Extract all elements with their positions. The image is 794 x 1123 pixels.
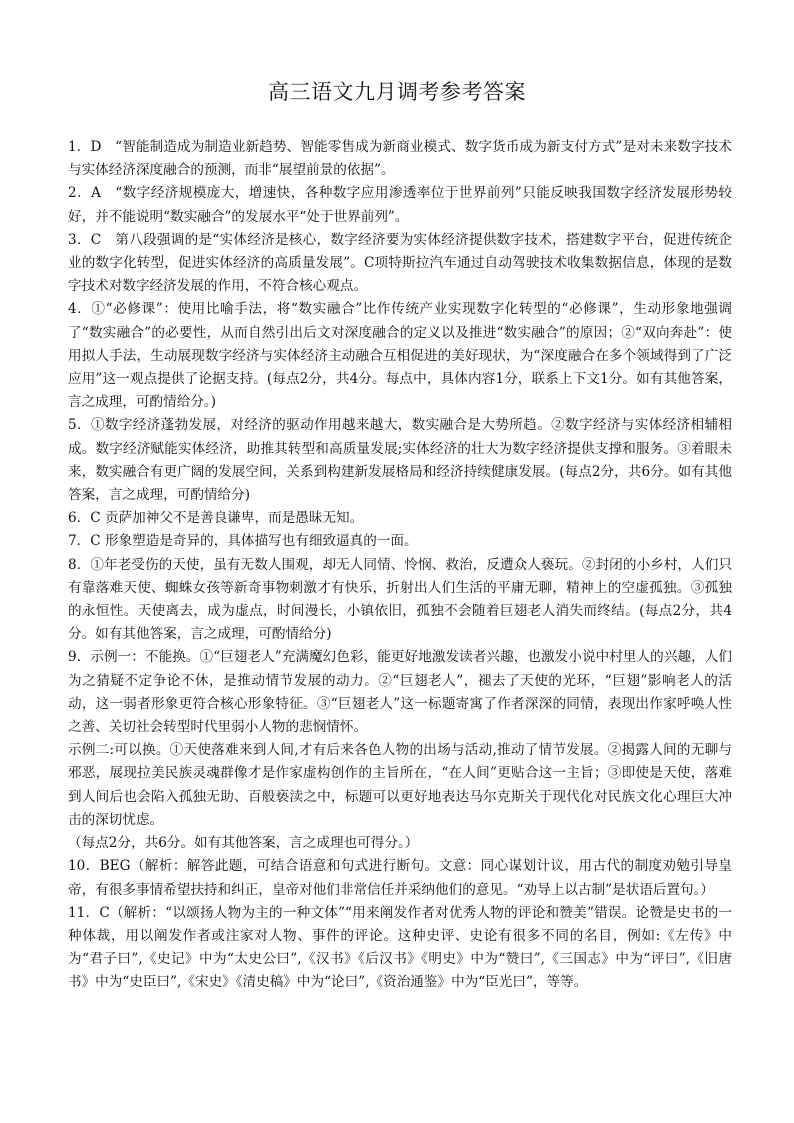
answer-2: 2．A “数字经济规模庞大，增速快，各种数字应用渗透率位于世界前列”只能反映我国数字经济发展形势较好，并不能说明“数实融合”的发展水平“处于世界前列”。 <box>68 185 732 225</box>
answer-8: 8．①年老受伤的天使，虽有无数人围观，却无人同情、怜悯、救治，反遭众人亵玩。②封闭的小乡村，人们只有靠落难天使、蜘蛛女孩等新奇事物刺激才有快乐，折射出人们生活的平庸无聊，精神上的空虚孤独。③孤独的永恒性。天使离去，成为虚点，时间漫长，小镇依旧，孤独不会随着巨翅老人消失而终结。(每点2分，共4分。如有其他答案，言之成理，可酌情给分) <box>68 556 732 643</box>
answer-6: 6．C 贡萨加神父不是善良谦卑，而是愚昧无知。 <box>68 510 364 527</box>
answer-body <box>68 136 732 995</box>
answer-7: 7．C 形象塑造是奇异的，具体描写也有细致逼真的一面。 <box>68 533 418 550</box>
answer-4: 4．①“必修课”：使用比喻手法，将“数实融合”比作传统产业实现数字化转型的“必修课”，生动形象地强调了“数实融合”的必要性，从而自然引出后文对深度融合的定义以及推进“数实融合”的原因；②“双向奔赴”：使用拟人手法，生动展现数字经济与实体经济主动融合互相促进的美好现状，为“深度融合在多个领域得到了广泛应用”这一观点提供了论据支持。(每点2分，共4分。每点中，具体内容1分，联系上下文1分。如有其他答案，言之成理，可酌情给分。) <box>68 301 732 411</box>
page-title: 高三语文九月调考参考答案 <box>268 80 526 104</box>
answer-11: 11．C（解析：“以颂扬人物为主的一种文体”“用来阐发作者对优秀人物的评论和赞美”错误。论赞是史书的一种体裁，用以阐发作者或注家对人物、事件的评论。这种史评、史论有很多不同的名目，例如:《左传》中为“君子曰”,《史记》中为“太史公曰”,《汉书》《后汉书》《明史》中为“赞曰”,《三国志》中为“评曰”,《旧唐书》中为“史臣曰”,《宋史》《清史稿》中为“论曰”,《资治通鉴》中为“臣光曰”，等等。 <box>68 904 732 991</box>
answer-9-example-1: 9．示例一：不能换。①“巨翅老人”充满魔幻色彩，能更好地激发读者兴趣，也激发小说中村里人的兴趣，人们为之猜疑不定争论不休，是推动情节发展的动力。②“巨翅老人”，褪去了天使的光环，“巨翅”影响老人的活动，这一弱者形象更符合核心形象特征。③“巨翅老人”这一标题寄寓了作者深深的同情，表现出作家呼唤人性之善、关切社会转型时代里弱小人物的悲悯情怀。 <box>68 649 732 736</box>
answer-10: 10．BEG（解析：解答此题，可结合语意和句式进行断句。文意：同心谋划计议，用古代的制度劝勉引导皇帝，有很多事情希望扶持和纠正，皇帝对他们非常信任并采纳他们的意见。“劝导上以古制”是状语后置句。） <box>68 858 732 898</box>
answer-5: 5．①数字经济蓬勃发展，对经济的驱动作用越来越大，数实融合是大势所趋。②数字经济与实体经济相辅相成。数字经济赋能实体经济，助推其转型和高质量发展;实体经济的壮大为数字经济提供支撑和服务。③着眼未来，数实融合有更广阔的发展空间，关系到构建新发展格局和经济持续健康发展。(每点2分，共6分。如有其他答案，言之成理，可酌情给分) <box>68 417 732 504</box>
answer-9-example-2: 示例二:可以换。①天使落难来到人间,才有后来各色人物的出场与活动,推动了情节发展。②揭露人间的无聊与邪恶，展现拉美民族灵魂群像才是作家虚构创作的主旨所在，“在人间”更贴合这一主旨；③即使是天使，落难到人间后也会陷入孤独无助、百般亵渎之中，标题可以更好地表达马尔克斯关于现代化对民族文化心理巨大冲击的深切忧虑。 <box>68 742 732 828</box>
answer-3: 3．C 第八段强调的是“实体经济是核心，数字经济要为实体经济提供数字技术，搭建数字平台，促进传统企业的数字化转型，促进实体经济的高质量发展”。C项特斯拉汽车通过自动驾驶技术收集数据信息，体现的是数字技术对数字经济发展的作用，不符合核心观点。 <box>68 231 732 295</box>
answer-1: 1．D “智能制造成为制造业新趋势、智能零售成为新商业模式、数字货币成为新支付方式”是对未来数字技术与实体经济深度融合的预测，而非“展望前景的依据”。 <box>68 139 732 179</box>
answer-9-scoring-note: （每点2分，共6分。如有其他答案，言之成理也可得分。） <box>68 835 419 852</box>
